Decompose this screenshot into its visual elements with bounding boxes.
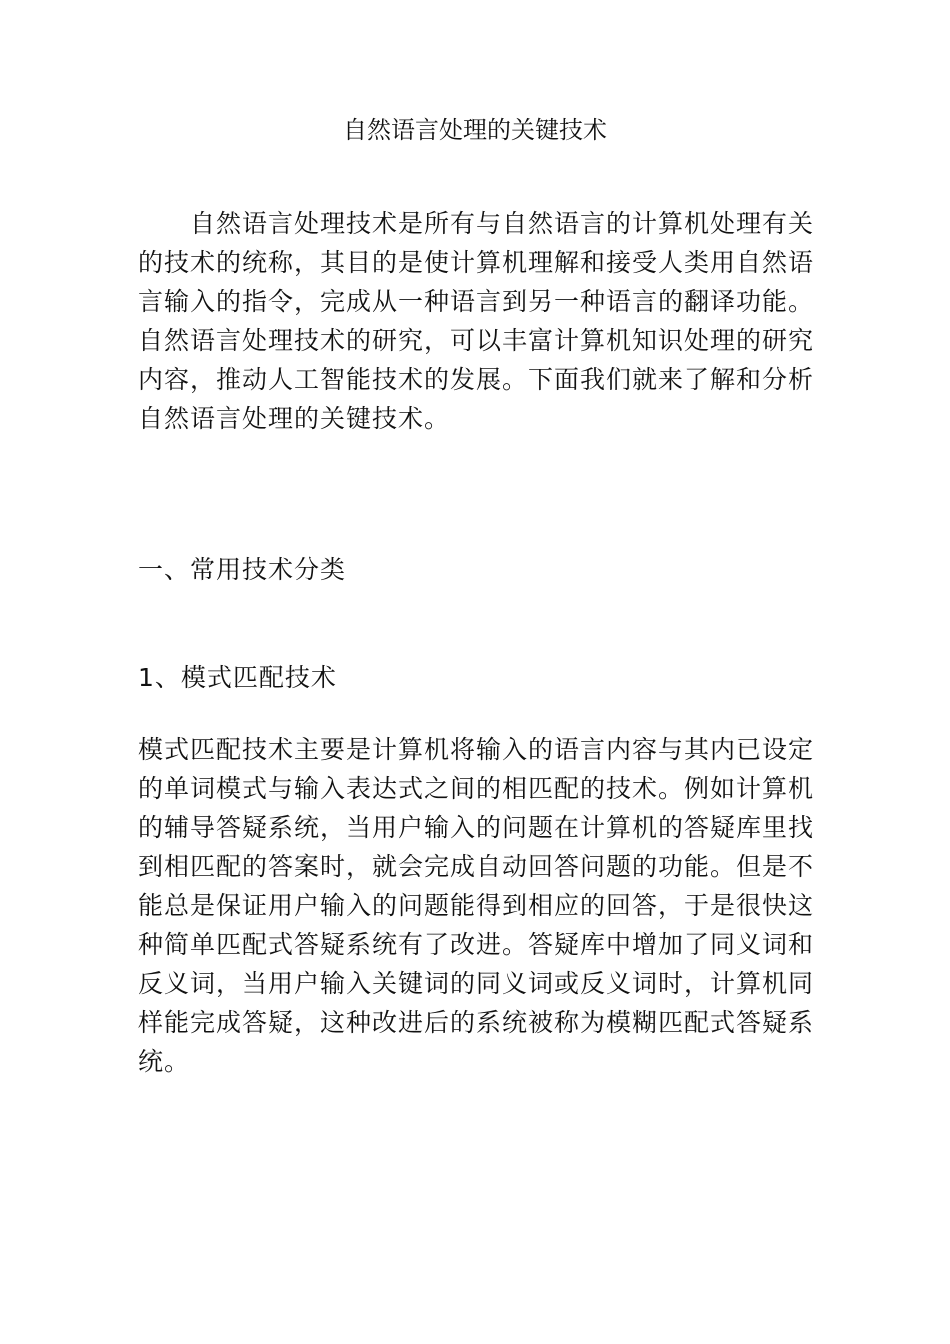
- paragraph-line: 的辅导答疑系统，当用户输入的问题在计算机的答疑库里找: [138, 813, 815, 842]
- paragraph-line: 模式匹配技术主要是计算机将输入的语言内容与其内已设定: [138, 735, 815, 764]
- paragraph-line: 的技术的统称，其目的是使计算机理解和接受人类用自然语: [138, 248, 815, 277]
- paragraph-line: 的单词模式与输入表达式之间的相匹配的技术。例如计算机: [138, 774, 815, 803]
- paragraph-line: 内容，推动人工智能技术的发展。下面我们就来了解和分析: [138, 365, 815, 394]
- paragraph-line: 自然语言处理的关键技术。: [138, 404, 451, 433]
- paragraph-line: 统。: [138, 1047, 191, 1076]
- paragraph-line: 言输入的指令，完成从一种语言到另一种语言的翻译功能。: [138, 287, 815, 316]
- paragraph-line: 自然语言处理技术是所有与自然语言的计算机处理有关: [190, 209, 815, 238]
- subsection-heading: 1、模式匹配技术: [138, 663, 337, 692]
- document-title: 自然语言处理的关键技术: [343, 116, 607, 144]
- paragraph-line: 自然语言处理技术的研究，可以丰富计算机知识处理的研究: [138, 326, 815, 355]
- paragraph-line: 样能完成答疑，这种改进后的系统被称为模糊匹配式答疑系: [138, 1008, 815, 1037]
- paragraph-line: 到相匹配的答案时，就会完成自动回答问题的功能。但是不: [138, 852, 815, 881]
- paragraph-line: 种简单匹配式答疑系统有了改进。答疑库中增加了同义词和: [138, 930, 815, 959]
- paragraph-line: 反义词，当用户输入关键词的同义词或反义词时，计算机同: [138, 969, 815, 998]
- intro-paragraph: [138, 204, 818, 438]
- paragraph-line: 能总是保证用户输入的问题能得到相应的回答，于是很快这: [138, 891, 815, 920]
- body-paragraph: [138, 730, 818, 1081]
- section-heading: 一、常用技术分类: [138, 555, 347, 584]
